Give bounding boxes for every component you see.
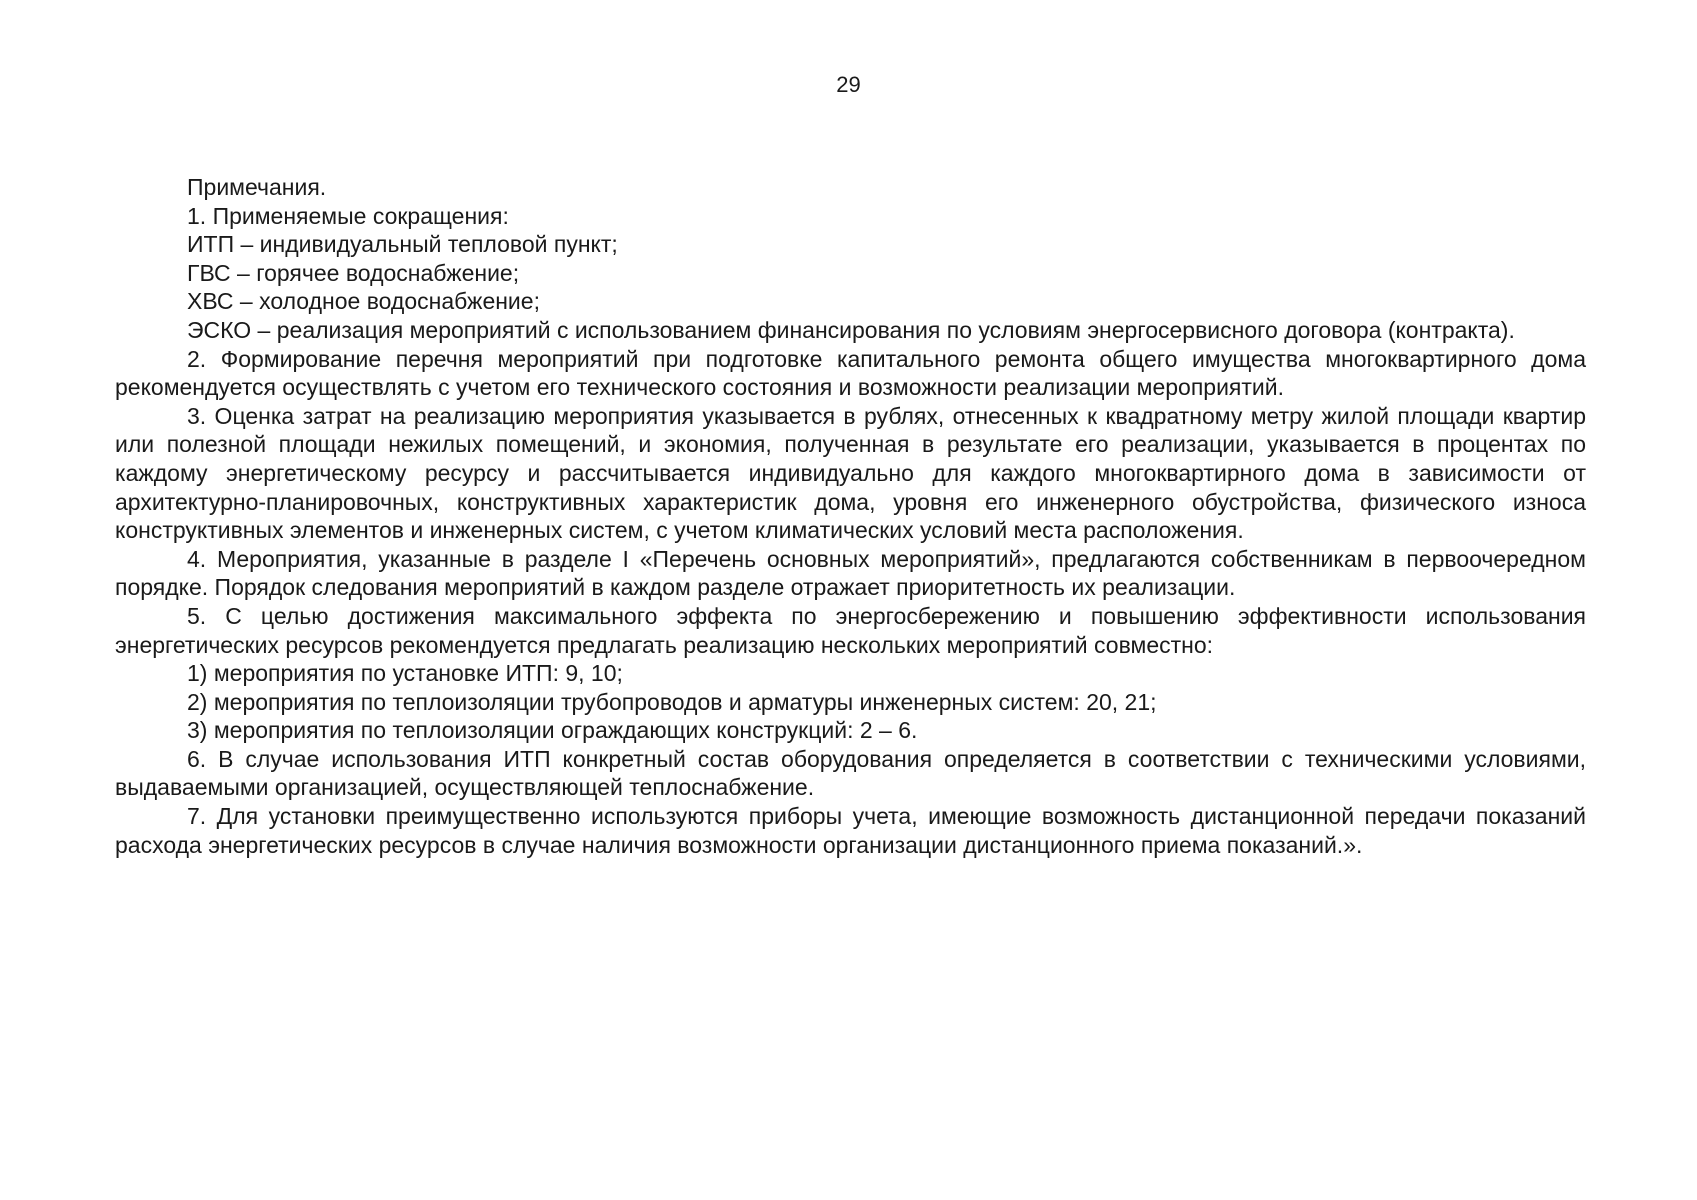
note-5-item-1: 1) мероприятия по установке ИТП: 9, 10; bbox=[187, 660, 623, 687]
abbreviation-gvs: ГВС – горячее водоснабжение; bbox=[187, 259, 520, 286]
abbreviation-hvs: ХВС – холодное водоснабжение; bbox=[187, 288, 540, 315]
note-5: 5. С целью достижения максимального эффекта по энергосбережению и повышению эффективности использования энергетических ресурсов рекомендуется предлагать реализацию нескольких мероприятий совместно: bbox=[115, 602, 1586, 658]
page-number: 29 bbox=[836, 72, 861, 97]
note-1-abbreviations: 1. Применяемые сокращения: bbox=[187, 202, 509, 229]
note-5-item-3: 3) мероприятия по теплоизоляции ограждающих конструкций: 2 – 6. bbox=[187, 717, 918, 744]
note-6: 6. В случае использования ИТП конкретный состав оборудования определяется в соответствии с техническими условиями, выдаваемыми организацией, осуществляющей теплоснабжение. bbox=[115, 745, 1586, 801]
note-5-item-2: 2) мероприятия по теплоизоляции трубопроводов и арматуры инженерных систем: 20, 21; bbox=[187, 688, 1157, 715]
note-2: 2. Формирование перечня мероприятий при подготовке капитального ремонта общего имущества многоквартирного дома рекомендуется осуществлять с учетом его технического состояния и возможности реализации мероприятий. bbox=[115, 345, 1586, 401]
note-7: 7. Для установки преимущественно используются приборы учета, имеющие возможность дистанционной передачи показаний расхода энергетических ресурсов в случае наличия возможности организации дистанционного приема показаний.». bbox=[115, 803, 1586, 858]
note-4: 4. Мероприятия, указанные в разделе I «Перечень основных мероприятий», предлагаются собственникам в первоочередном порядке. Порядок следования мероприятий в каждом разделе отражает приоритетность их реализации. bbox=[115, 545, 1586, 601]
note-3: 3. Оценка затрат на реализацию мероприятия указывается в рублях, отнесенных к квадратному метру жилой площади квартир или полезной площади нежилых помещений, и экономия, полученная в результате его реализации, указывается в процентах по каждому энергетическому ресурсу и рассчитывается индивидуально для каждого многоквартирного дома в зависимости от архитектурно-планировочных, конструктивных характеристик дома, уровня его инженерного обустройства, физического износа конструктивных элементов и инженерных систем, с учетом климатических условий места расположения. bbox=[115, 402, 1586, 544]
notes-heading: Примечания. bbox=[187, 174, 327, 200]
abbreviation-esko: ЭСКО – реализация мероприятий с использованием финансирования по условиям энергосервисного договора (контракта). bbox=[187, 316, 1515, 343]
abbreviation-itp: ИТП – индивидуальный тепловой пункт; bbox=[187, 231, 618, 258]
notes-section bbox=[115, 173, 1586, 859]
